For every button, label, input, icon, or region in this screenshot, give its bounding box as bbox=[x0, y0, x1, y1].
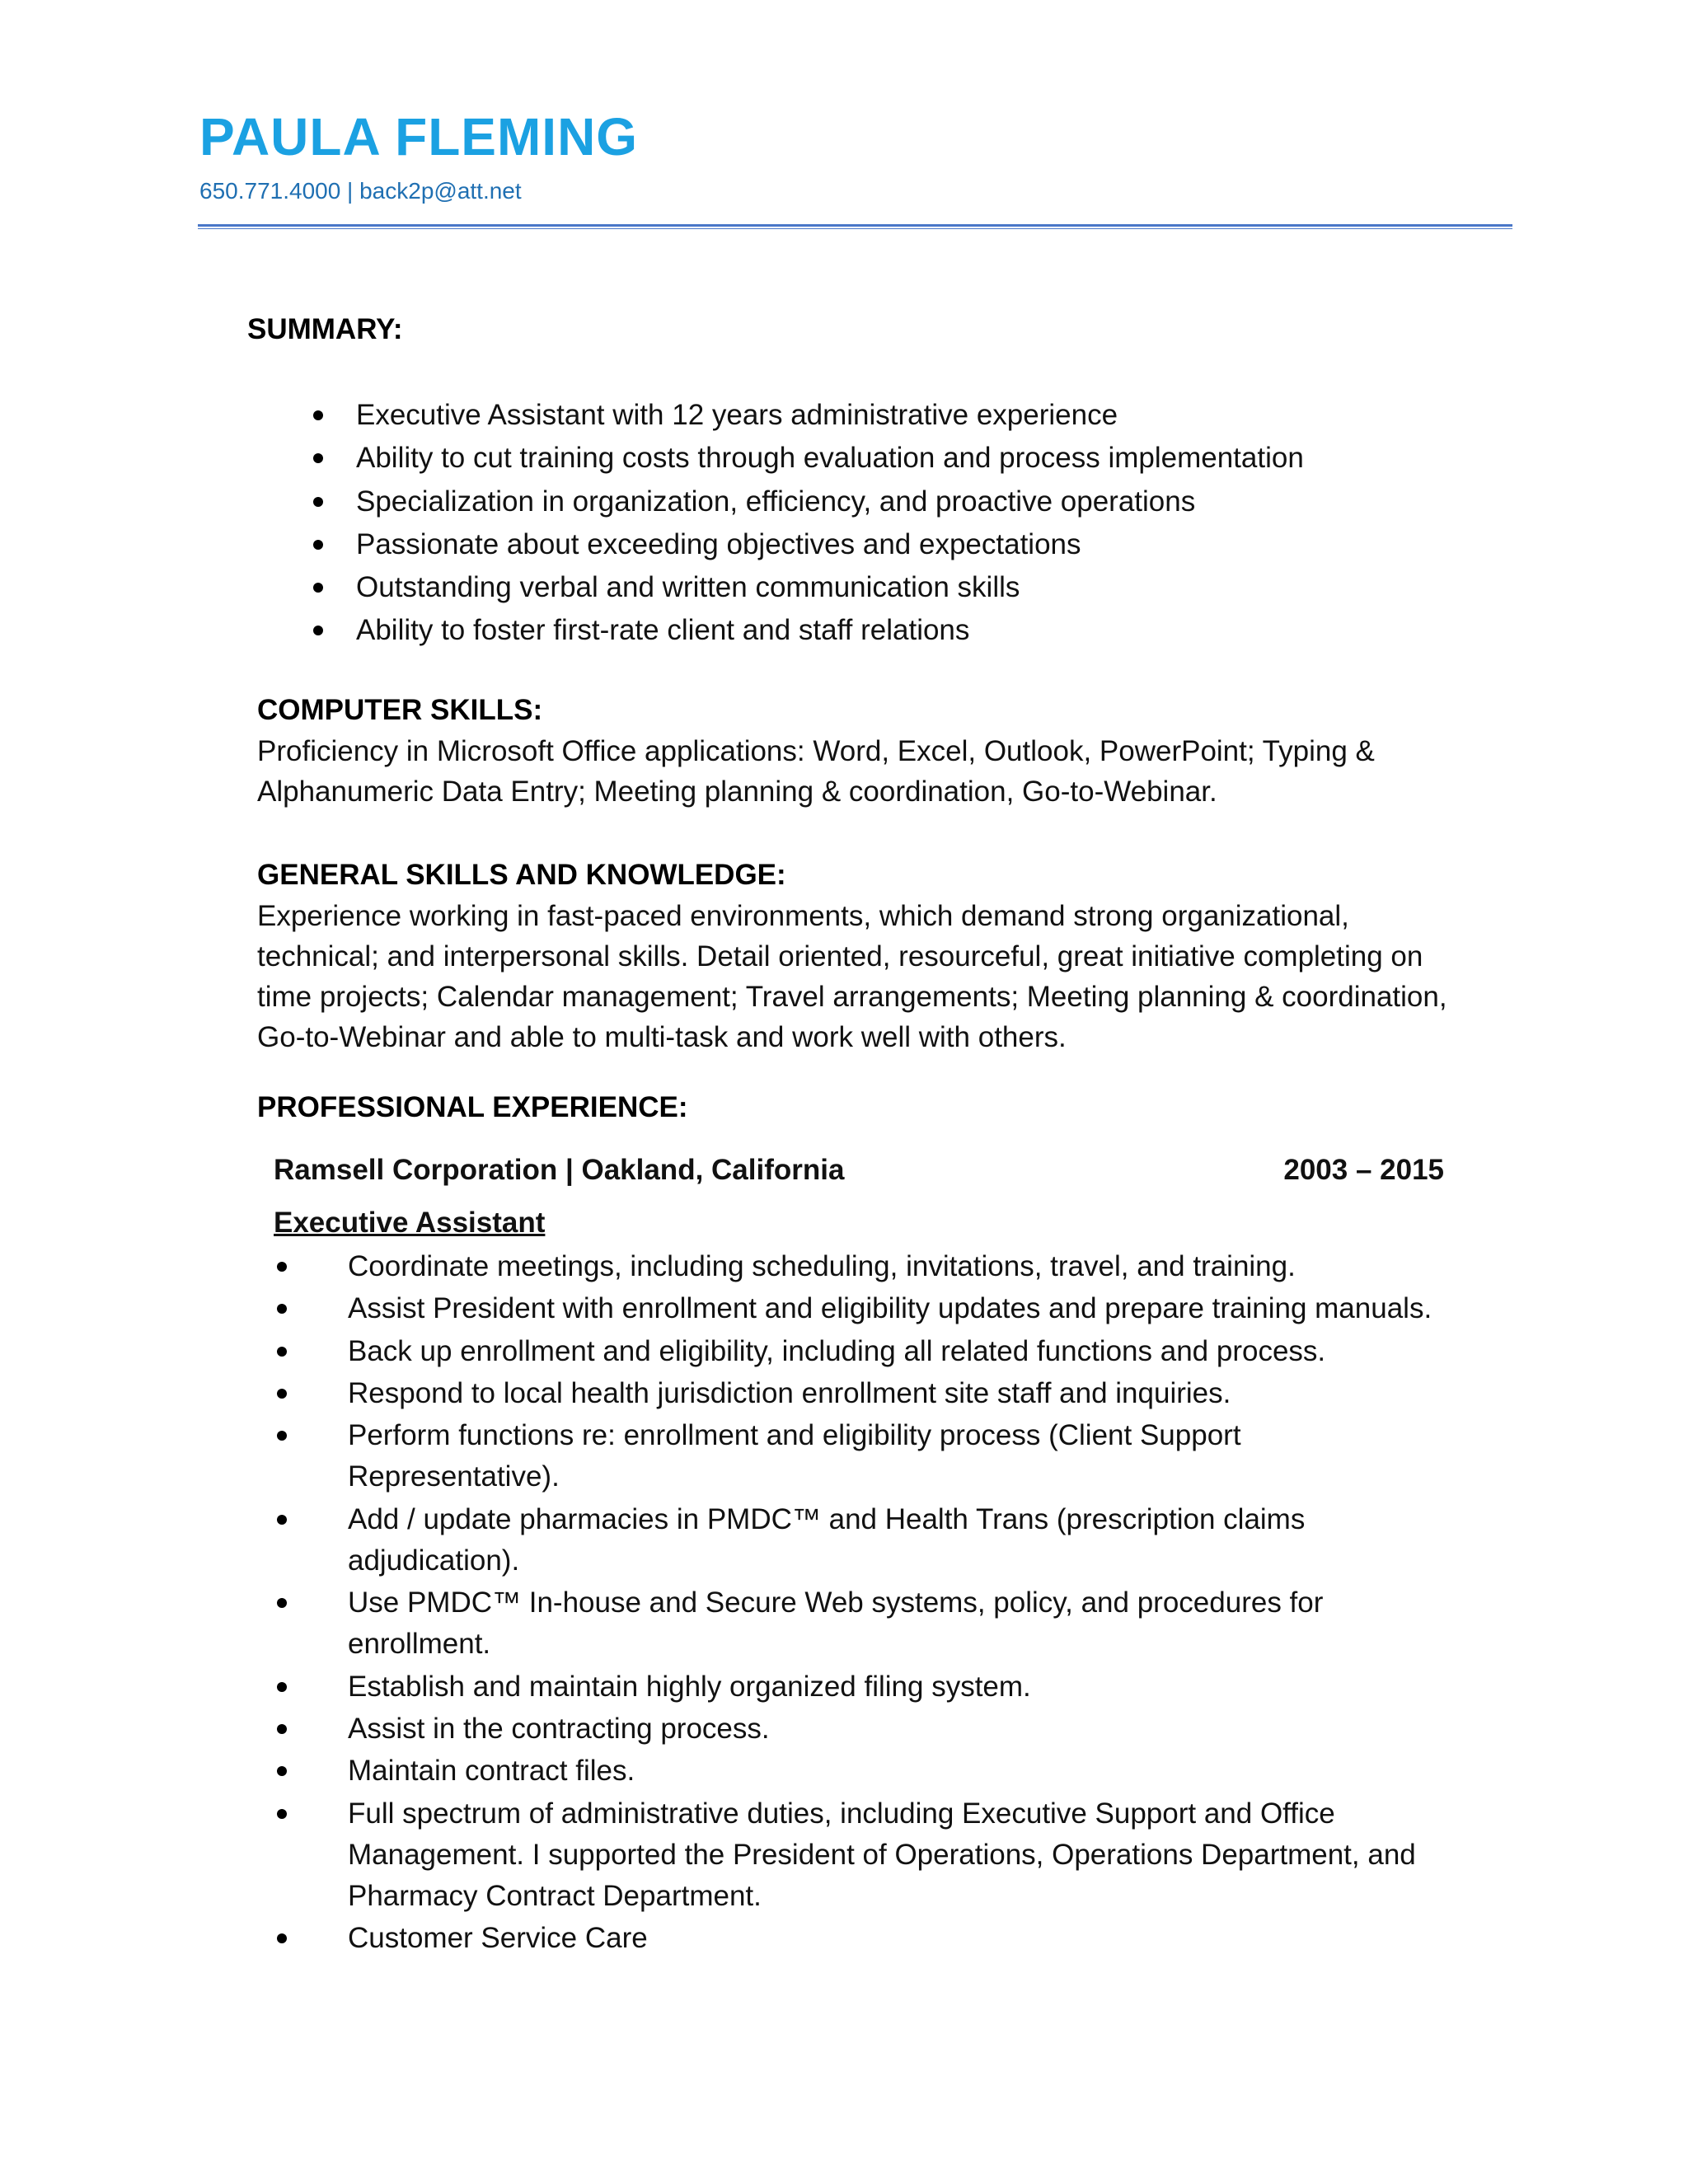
employer-name: Ramsell Corporation | Oakland, California bbox=[274, 1154, 845, 1186]
summary-item-text: Ability to cut training costs through evaluation and process implementation bbox=[356, 442, 1304, 475]
summary-item-text: Ability to foster first-rate client and staff relations bbox=[356, 614, 970, 647]
bullet-icon bbox=[277, 1515, 287, 1525]
duty-item-text: Establish and maintain highly organized filing system. bbox=[348, 1670, 1031, 1703]
bullet-icon bbox=[277, 1389, 287, 1399]
candidate-name: PAULA FLEMING bbox=[199, 107, 639, 166]
summary-item bbox=[313, 566, 1550, 609]
duty-item-text: Full spectrum of administrative duties, including Executive Support and Office Management. I supported the President of Operations, Operations Department, and Pharmacy Contract Department. bbox=[348, 1797, 1416, 1912]
duty-item bbox=[277, 1918, 1447, 1959]
bullet-icon bbox=[313, 540, 323, 550]
employer-line bbox=[274, 1152, 1444, 1188]
duty-item-text: Customer Service Care bbox=[348, 1922, 648, 1955]
duties-list bbox=[277, 1246, 1447, 1961]
contact-info: 650.771.4000 | back2p@att.net bbox=[199, 178, 522, 204]
computer-skills-text: Proficiency in Microsoft Office applications: Word, Excel, Outlook, PowerPoint; Typing & Alphanumeric Data Entry; Meeting planning & coordination, Go-to-Webinar. bbox=[257, 735, 1375, 808]
bullet-icon bbox=[277, 1598, 287, 1608]
general-skills-text: Experience working in fast-paced environments, which demand strong organizational, technical; and interpersonal skills. Detail oriented, resourceful, great initiative completing on time projects; Calendar management; Travel arrangements; Meeting planning & coordination, Go-to-Webinar and able to multi-task and work well with others. bbox=[257, 900, 1447, 1053]
duty-item-text: Perform functions re: enrollment and eligibility process (Client Support Representative). bbox=[348, 1419, 1241, 1493]
duty-item bbox=[277, 1708, 1447, 1750]
duty-item bbox=[277, 1246, 1447, 1287]
summary-item-text: Passionate about exceeding objectives and expectations bbox=[356, 527, 1081, 560]
bullet-icon bbox=[277, 1347, 287, 1357]
summary-item bbox=[313, 523, 1550, 566]
duty-item-text: Assist President with enrollment and eligibility updates and prepare training manuals. bbox=[348, 1292, 1432, 1325]
duty-item bbox=[277, 1582, 1447, 1665]
bullet-icon bbox=[277, 1724, 287, 1734]
bullet-icon bbox=[277, 1809, 287, 1819]
job-title: Executive Assistant bbox=[274, 1207, 546, 1239]
duty-item-text: Maintain contract files. bbox=[348, 1755, 635, 1788]
experience-heading: PROFESSIONAL EXPERIENCE: bbox=[257, 1091, 688, 1123]
summary-list bbox=[313, 394, 1550, 653]
duty-item bbox=[277, 1499, 1447, 1582]
bullet-icon bbox=[313, 583, 323, 593]
bullet-icon bbox=[313, 410, 323, 420]
duty-item bbox=[277, 1288, 1447, 1329]
summary-item bbox=[313, 437, 1550, 480]
bullet-icon bbox=[313, 497, 323, 507]
header-divider bbox=[198, 224, 1512, 229]
duty-item bbox=[277, 1373, 1447, 1414]
duty-item bbox=[277, 1415, 1447, 1497]
duty-item-text: Respond to local health jurisdiction enrollment site staff and inquiries. bbox=[348, 1376, 1231, 1409]
summary-heading: SUMMARY: bbox=[247, 313, 403, 345]
bullet-icon bbox=[277, 1262, 287, 1272]
bullet-icon bbox=[277, 1933, 287, 1943]
summary-item bbox=[313, 480, 1550, 523]
summary-item bbox=[313, 609, 1550, 652]
general-skills-heading: GENERAL SKILLS AND KNOWLEDGE: bbox=[257, 859, 786, 891]
duty-item bbox=[277, 1666, 1447, 1708]
bullet-icon bbox=[313, 453, 323, 463]
summary-item-text: Outstanding verbal and written communication skills bbox=[356, 571, 1020, 604]
duty-item bbox=[277, 1750, 1447, 1792]
bullet-icon bbox=[277, 1304, 287, 1314]
bullet-icon bbox=[277, 1682, 287, 1692]
summary-item-text: Executive Assistant with 12 years administrative experience bbox=[356, 399, 1118, 431]
duty-item-text: Coordinate meetings, including scheduling, invitations, travel, and training. bbox=[348, 1250, 1296, 1282]
duty-item-text: Add / update pharmacies in PMDC™ and Health Trans (prescription claims adjudication). bbox=[348, 1502, 1306, 1577]
bullet-icon bbox=[277, 1431, 287, 1441]
duty-item bbox=[277, 1793, 1447, 1918]
duty-item-text: Use PMDC™ In-house and Secure Web systems, policy, and procedures for enrollment. bbox=[348, 1586, 1324, 1661]
duty-item-text: Assist in the contracting process. bbox=[348, 1712, 770, 1745]
summary-item-text: Specialization in organization, efficiency, and proactive operations bbox=[356, 485, 1196, 518]
computer-skills-heading: COMPUTER SKILLS: bbox=[257, 694, 543, 726]
bullet-icon bbox=[277, 1766, 287, 1776]
bullet-icon bbox=[313, 626, 323, 635]
duty-item bbox=[277, 1331, 1447, 1372]
summary-item bbox=[313, 394, 1550, 437]
employment-dates: 2003 – 2015 bbox=[1283, 1154, 1444, 1186]
duty-item-text: Back up enrollment and eligibility, including all related functions and process. bbox=[348, 1334, 1326, 1367]
